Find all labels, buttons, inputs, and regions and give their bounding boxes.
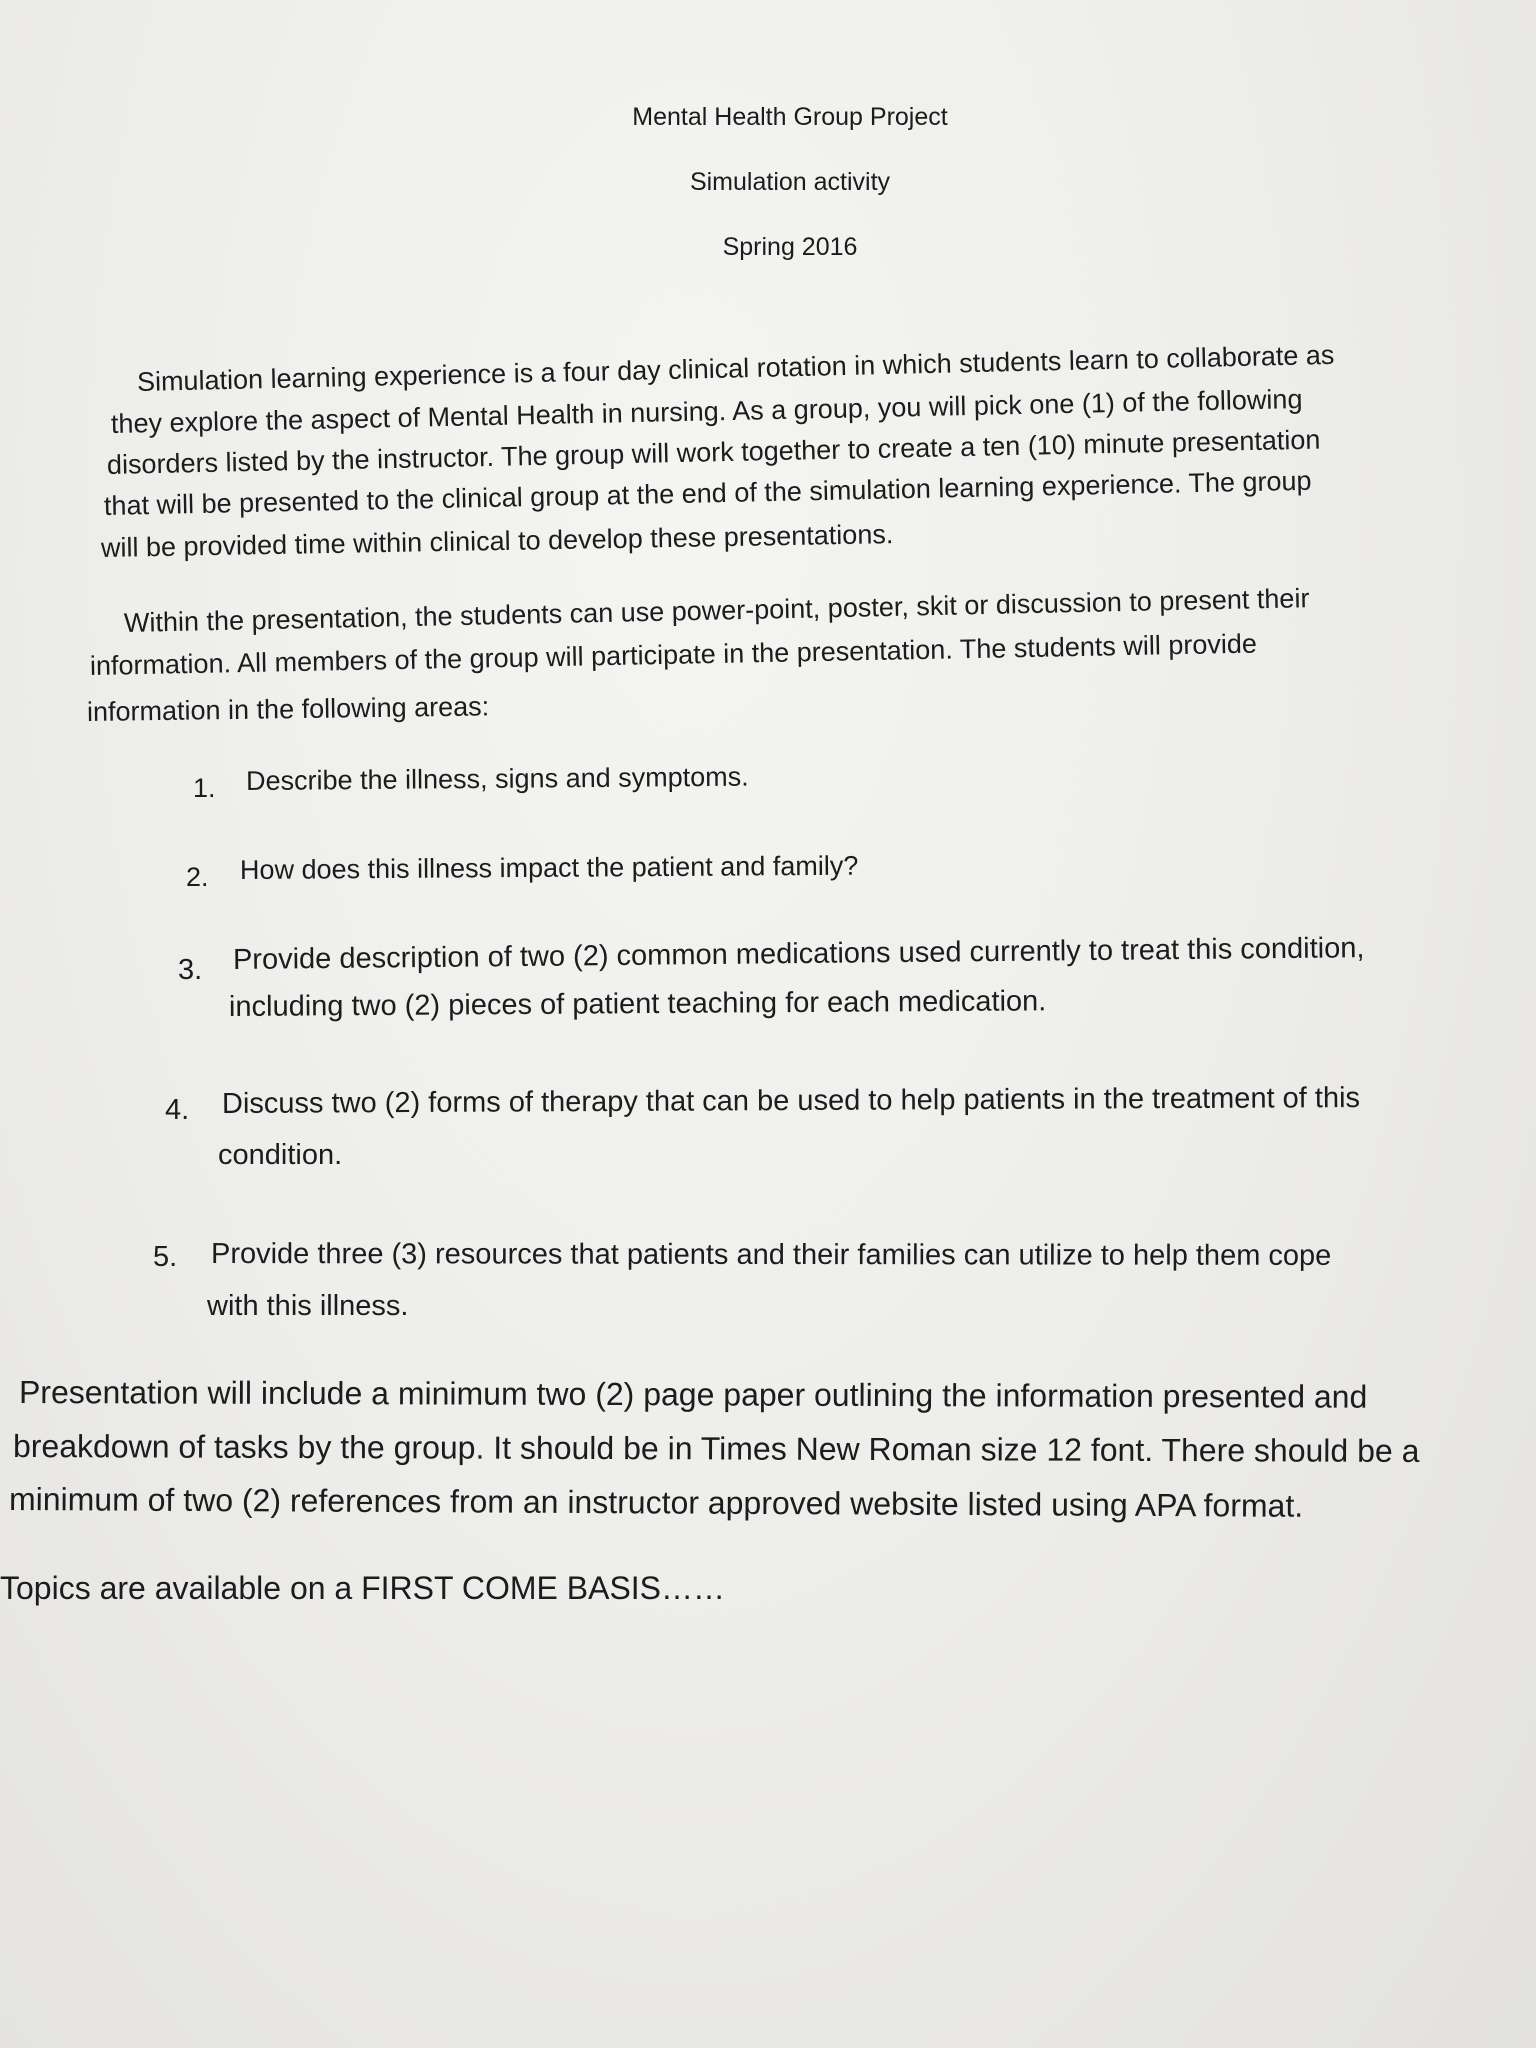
list-number: 1.: [193, 773, 216, 803]
list-number: 2.: [186, 862, 209, 892]
list-text: Provide description of two (2) common medications used currently to treat this condition,: [232, 932, 1365, 976]
list-text: including two (2) pieces of patient teaching for each medication.: [228, 985, 1047, 1023]
closing-note: Topics are available on a FIRST COME BASIS……: [0, 1570, 726, 1606]
presentation-line: information in the following areas:: [86, 691, 490, 727]
list-number: 5.: [153, 1241, 178, 1273]
list-text: How does this illness impact the patient and family?: [239, 850, 859, 885]
list-text: Describe the illness, signs and symptoms.: [245, 761, 749, 796]
presentation-line: information. All members of the group will participate in the presentation. The students will provide: [89, 628, 1258, 681]
document-term: Spring 2016: [722, 233, 858, 261]
document-title: Mental Health Group Project: [632, 103, 948, 131]
list-text: condition.: [218, 1139, 343, 1171]
requirements-line: Presentation will include a minimum two (2) page paper outlining the information presented and: [18, 1374, 1368, 1415]
presentation-line: Within the presentation, the students can use power-point, poster, skit or discussion to present their: [123, 583, 1310, 638]
list-text: Provide three (3) resources that patients and their families can utilize to help them cope: [210, 1238, 1332, 1272]
requirements-line: minimum of two (2) references from an instructor approved website listed using APA format.: [8, 1481, 1304, 1524]
list-text: with this illness.: [207, 1290, 409, 1322]
intro-line: that will be presented to the clinical group at the end of the simulation learning experience. The group: [103, 465, 1312, 521]
intro-line: disorders listed by the instructor. The group will work together to create a ten (10) minute presentation: [106, 424, 1321, 480]
intro-line: will be provided time within clinical to develop these presentations.: [100, 519, 894, 563]
intro-line: Simulation learning experience is a four day clinical rotation in which students learn to collaborate as: [136, 339, 1335, 397]
list-number: 4.: [165, 1094, 190, 1126]
list-number: 3.: [178, 954, 203, 986]
intro-line: they explore the aspect of Mental Health in nursing. As a group, you will pick one (1) of the following: [110, 384, 1303, 439]
list-text: Discuss two (2) forms of therapy that can be used to help patients in the treatment of this: [221, 1082, 1361, 1120]
requirements-line: breakdown of tasks by the group. It should be in Times New Roman size 12 font. There should be a: [12, 1428, 1420, 1469]
document-subtitle: Simulation activity: [689, 168, 891, 196]
